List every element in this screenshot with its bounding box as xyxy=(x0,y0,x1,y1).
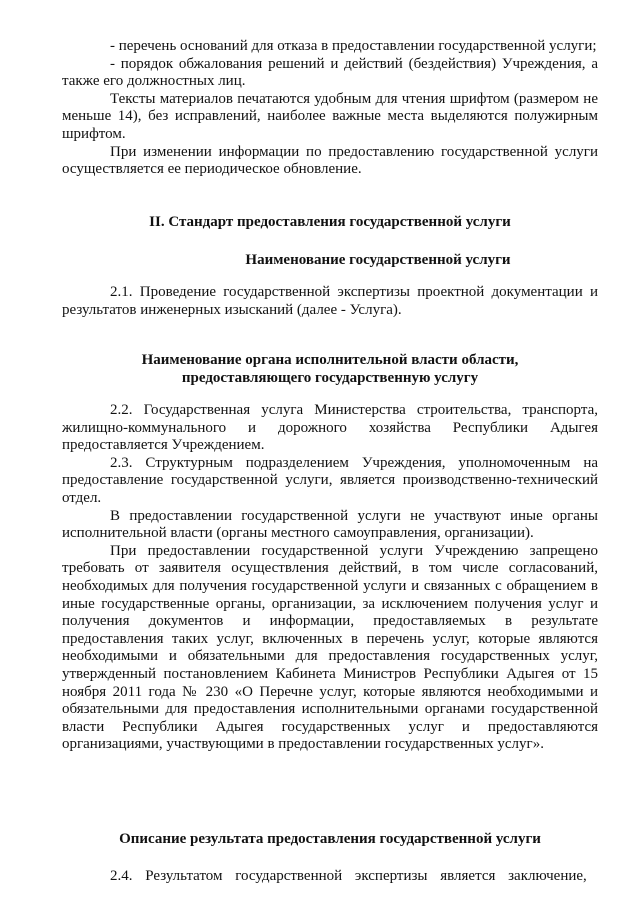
list-item-refusal-grounds: - перечень оснований для отказа в предоставлении государственной услуги; xyxy=(110,38,597,54)
paragraph-2-2: 2.2. Государственная услуга Министерства строительства, транспорта, жилищно-коммунального и дорожного хозяйства Республики Адыгея предоставляется Учреждением. xyxy=(62,402,598,454)
paragraph-prohibited-requirements: При предоставлении государственной услуги Учреждению запрещено требовать от заявителя осуществления действий, в том числе согласований, необходимых для получения государственной услуги и связанных с обращением в иные государственные органы, организации, за исключением получения услуг и получения документов и информации, предоставляемых в результате предоставления таких услуг, включенных в перечень услуг, которые являются необходимыми и обязательными для предоставления государственных услуг, утвержденный постановлением Кабинета Министров Республики Адыгея от 15 ноября 2011 года № 230 «О Перечне услуг, которые являются необходимыми и обязательными для предоставления исполнительными органами государственной власти Республики Адыгея государственных услуг и предоставляются организациями, участвующими в предоставлении государственных услуг». xyxy=(62,542,598,753)
section-title: II. Стандарт предоставления государственной услуги xyxy=(149,214,511,230)
heading-authority-line1: Наименование органа исполнительной власти области, xyxy=(141,352,519,368)
paragraph-periodic-update: При изменении информации по предоставлению государственной услуги осуществляется ее периодическое обновление. xyxy=(62,143,598,178)
heading-authority-line2: предоставляющего государственную услугу xyxy=(181,369,479,386)
intro-section xyxy=(62,38,598,179)
heading-authority-name xyxy=(62,352,598,387)
paragraph-2-1: 2.1. Проведение государственной экспертизы проектной документации и результатов инженерных изысканий (далее - Услуга). xyxy=(62,284,598,318)
authority-section-body xyxy=(62,402,598,754)
paragraph-2-3: 2.3. Структурным подразделением Учреждения, уполномоченным на предоставление государственной услуги, является производственно-технический отдел. xyxy=(62,454,598,506)
paragraph-other-organs: В предоставлении государственной услуги не участвуют иные органы исполнительной власти (органы местного самоуправления, организации). xyxy=(62,507,598,542)
heading-service-name: Наименование государственной услуги xyxy=(245,252,511,268)
paragraph-fonts: Тексты материалов печатаются удобным для чтения шрифтом (размером не меньше 14), без исправлений, наиболее важные места выделяются полужирным шрифтом. xyxy=(62,90,598,142)
list-item-appeal-procedure: - порядок обжалования решений и действий (бездействия) Учреждения, а также его должностных лиц. xyxy=(62,55,598,90)
heading-result-description: Описание результата предоставления государственной услуги xyxy=(119,831,541,847)
paragraph-2-4: 2.4. Результатом государственной экспертизы является заключение, xyxy=(110,868,587,884)
